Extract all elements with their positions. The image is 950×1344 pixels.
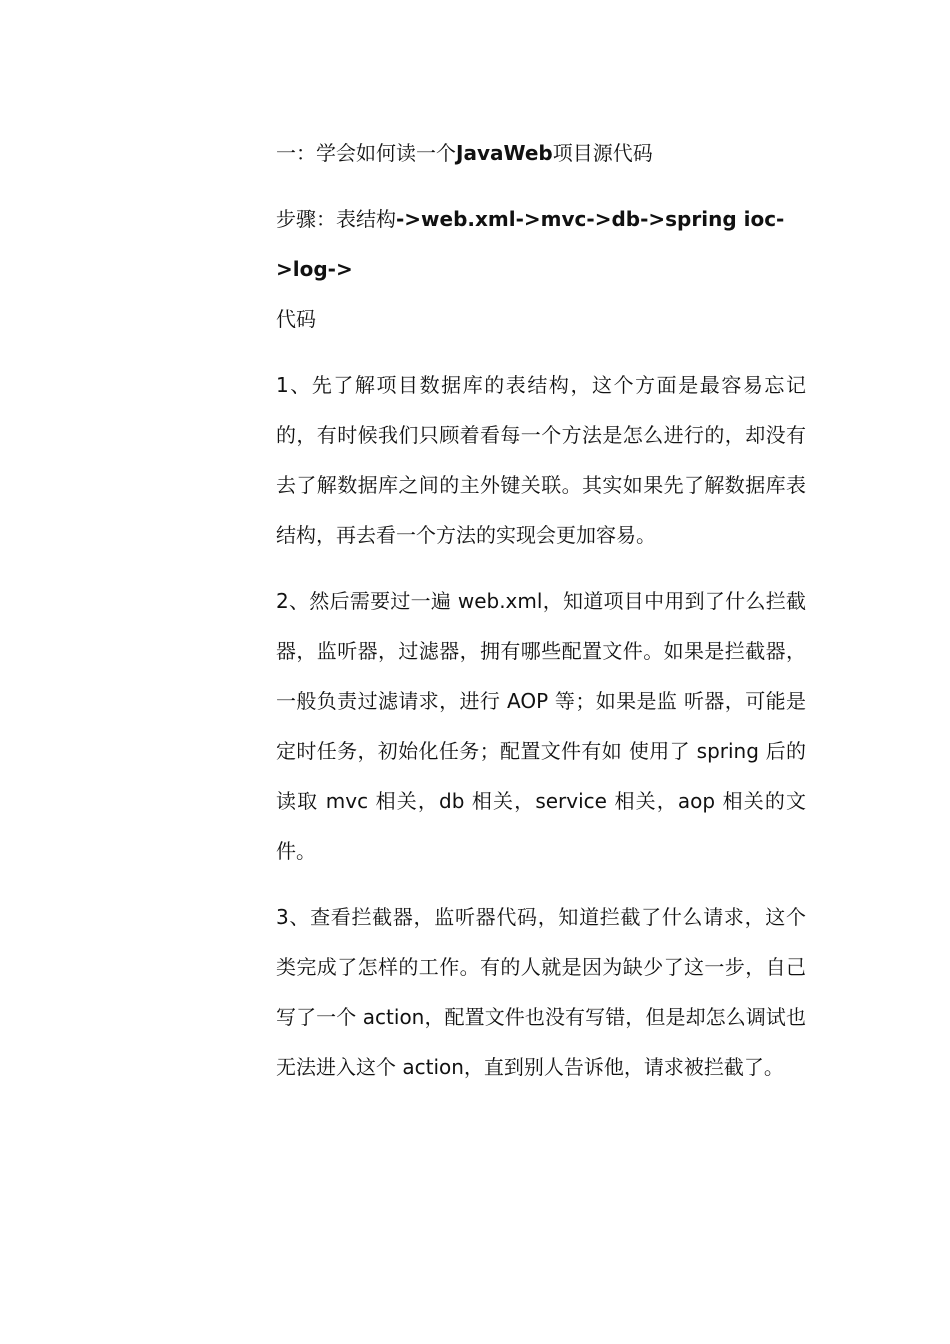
paragraph-2: 2、然后需要过一遍 web.xml，知道项目中用到了什么拦截器，监听器，过滤器，拥有哪些配置文件。如果是拦截器，一般负责过滤请求，进行 AOP 等；如果是监 听器，可能是定时任务，初始化任务；配置文件有如 使用了 spring 后的读取 mvc 相关，db 相关，service 相关，aop 相关的文件。 [276,589,806,863]
heading-bold-term: JavaWeb [456,141,553,165]
steps-line [276,194,806,344]
steps-label: 步骤：表结构 [276,207,396,231]
steps-chain: ->web.xml->mvc->db->spring ioc->log-> [276,207,785,281]
document-body [276,128,806,1108]
steps-tail: 代码 [276,307,316,331]
section-heading [276,128,806,178]
paragraph-1: 1、先了解项目数据库的表结构，这个方面是最容易忘记的，有时候我们只顾着看每一个方法是怎么进行的，却没有去了解数据库之间的主外键关联。其实如果先了解数据库表结构，再去看一个方法的实现会更加容易。 [276,373,806,547]
paragraph-3: 3、查看拦截器，监听器代码，知道拦截了什么请求，这个类完成了怎样的工作。有的人就是因为缺少了这一步，自己写了一个 action，配置文件也没有写错，但是却怎么调试也无法进入这个 action，直到别人告诉他，请求被拦截了。 [276,905,806,1079]
heading-prefix: 一：学会如何读一个 [276,141,456,165]
heading-suffix: 项目源代码 [552,141,653,165]
